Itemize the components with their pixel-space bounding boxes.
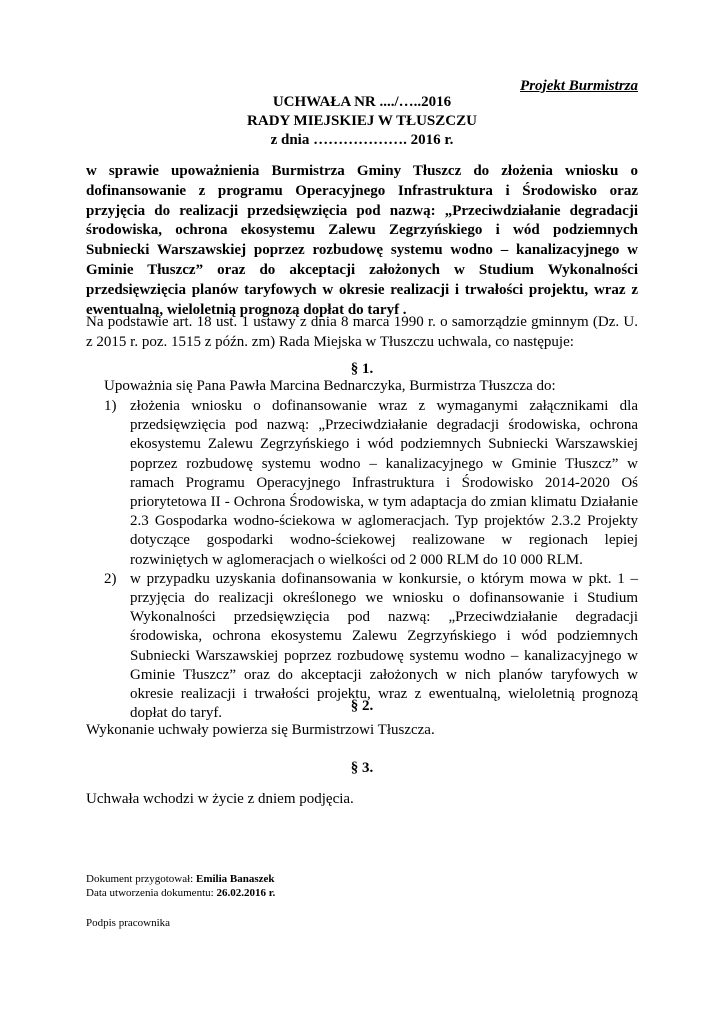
prepared-by-label: Dokument przygotował: bbox=[86, 873, 194, 885]
creation-date-label: Data utworzenia dokumentu: bbox=[86, 887, 214, 899]
creation-date-line bbox=[86, 886, 275, 900]
section-2-title: § 2. bbox=[350, 698, 374, 714]
list-item-number: 1) bbox=[104, 398, 117, 414]
section-1-intro: Upoważnia się Pana Pawła Marcina Bednarczyka, Burmistrza Tłuszcza do: bbox=[104, 378, 556, 394]
section-3-title: § 3. bbox=[350, 760, 374, 776]
list-item-number: 2) bbox=[104, 570, 117, 587]
list-item-text: w przypadku uzyskania dofinansowania w konkursie, o którym mowa w pkt. 1 – przyjęcia do realizacji określonego we wniosku o dofinansowanie i Studium Wykonalności przedsięwzięcia pod nazwą: „Przeciwdziałanie degradacji środowiska, ochrona ekosystemu Zalewu Zegrzyńskiego i wód podziemnych Subniecki Warszawskiej poprzez rozbudowę systemu wodno – kanalizacyjnego w Gminie Tłuszcz” oraz do akceptacji założonych w nich planów taryfowych w okresie realizacji i trwałości projektu, wraz z ewentualną, wieloletnią prognozą dopłat do taryf. bbox=[130, 570, 638, 722]
section-3-text: Uchwała wchodzi w życie z dniem podjęcia. bbox=[86, 791, 354, 807]
section-1-list bbox=[104, 397, 638, 723]
prepared-by-line bbox=[86, 872, 275, 886]
resolution-number: UCHWAŁA NR ..../…..2016 bbox=[272, 94, 452, 110]
list-item bbox=[104, 397, 638, 570]
legal-basis: Na podstawie art. 18 ust. 1 ustawy z dnia 8 marca 1990 r. o samorządzie gminnym (Dz. U. z 2015 r. poz. 1515 z późn. zm) Rada Miejska w Tłuszczu uchwala, co następuje: bbox=[86, 314, 638, 350]
signature-label: Podpis pracownika bbox=[86, 917, 171, 929]
council-name: RADY MIEJSKIEJ W TŁUSZCZU bbox=[247, 113, 477, 129]
list-item-text: złożenia wniosku o dofinansowanie wraz z wymaganymi załącznikami dla przedsięwzięcia pod nazwą: „Przeciwdziałanie degradacji środowiska, ochrona ekosystemu Zalewu Zegrzyńskiego i wód podziemnych Subniecki Warszawskiej poprzez rozbudowę systemu wodno – kanalizacyjnego w Gminie Tłuszcz” w ramach Programu Operacyjnego Infrastruktura i Środowisko 2014-2020 Oś priorytetowa II - Ochrona Środowiska, w tym adaptacja do zmian klimatu Działanie 2.3 Gospodarka wodno-ściekowa w aglomeracjach. Typ projektów 2.3.2 Projekty dotyczące gospodarki wodno-ściekowej realizowane w regionach lepiej rozwiniętych w aglomeracjach o wielkości od 2 000 RLM do 10 000 RLM. bbox=[130, 398, 638, 568]
resolution-date: z dnia ………………. 2016 r. bbox=[270, 132, 454, 148]
section-2-text: Wykonanie uchwały powierza się Burmistrzowi Tłuszcza. bbox=[86, 722, 435, 738]
resolution-header bbox=[86, 93, 638, 150]
section-1-title: § 1. bbox=[350, 361, 374, 377]
resolution-subject: w sprawie upoważnienia Burmistrza Gminy Tłuszcz do złożenia wniosku o dofinansowanie z programu Operacyjnego Infrastruktura i Środowisko oraz przyjęcia do realizacji przedsięwzięcia pod nazwą: „Przeciwdziałanie degradacji środowiska, ochrona ekosystemu Zalewu Zegrzyńskiego i wód podziemnych Subniecki Warszawskiej poprzez rozbudowę systemu wodno – kanalizacyjnego w Gminie Tłuszcz” oraz do akceptacji założonych w Studium Wykonalności przedsięwzięcia planów taryfowych w okresie realizacji i trwałości projektu, wraz z ewentualną, wieloletnią prognozą dopłat do taryf . bbox=[86, 163, 638, 318]
creation-date-value: 26.02.2016 r. bbox=[216, 887, 276, 899]
prepared-by-name: Emilia Banaszek bbox=[195, 873, 275, 885]
draft-label: Projekt Burmistrza bbox=[520, 78, 638, 94]
